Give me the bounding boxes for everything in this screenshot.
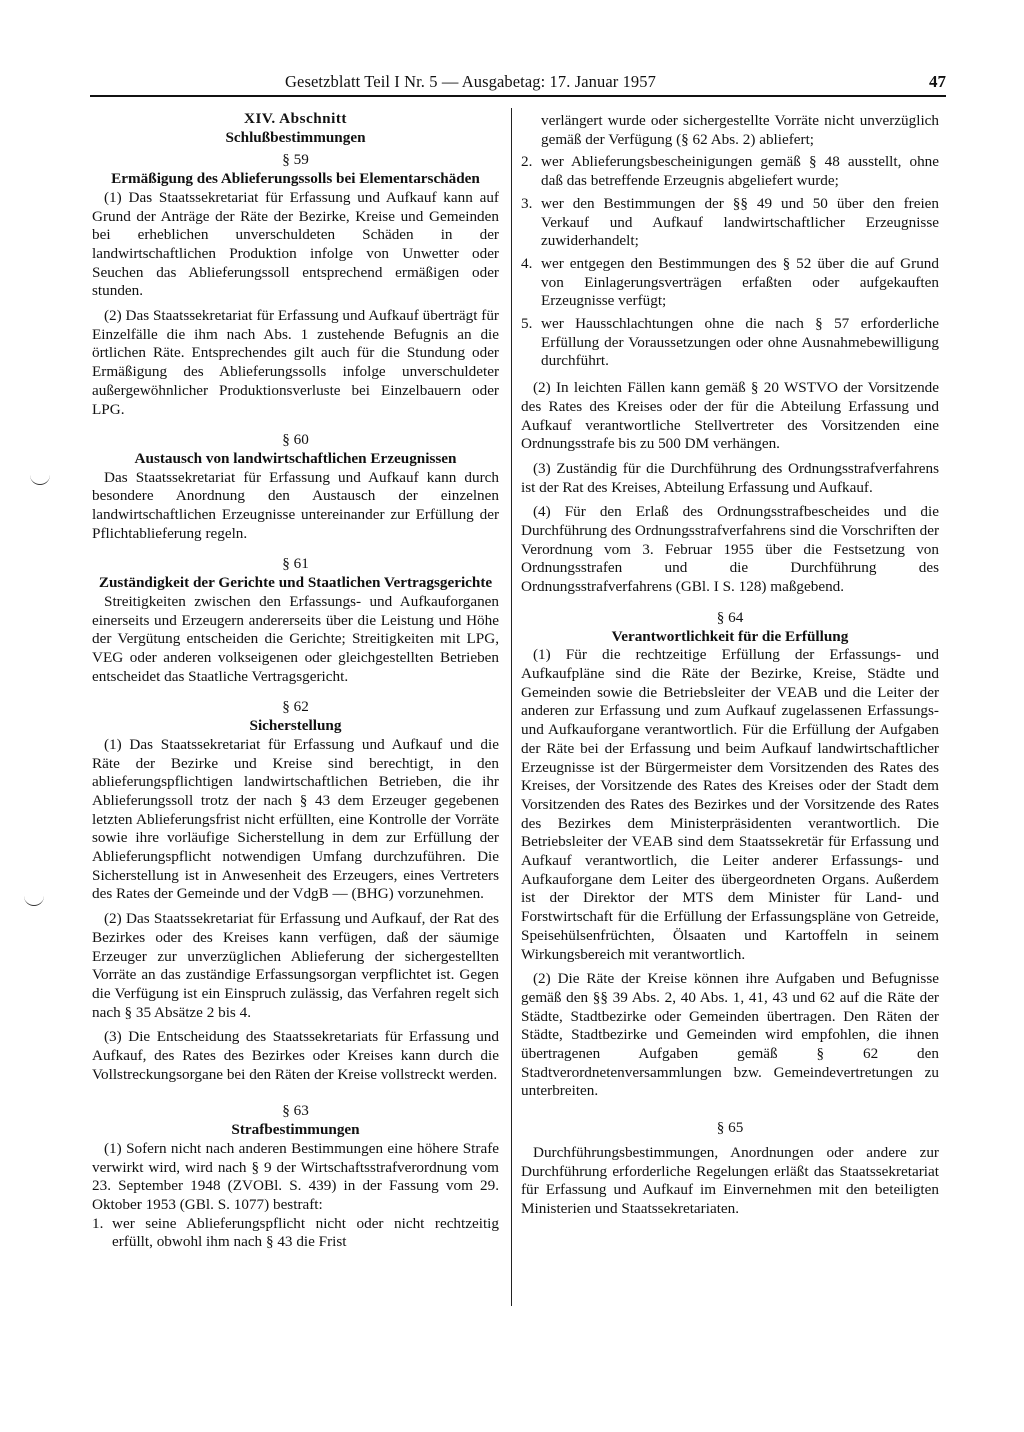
s64-paragraph-2: (2) Die Räte der Kreise können ihre Aufgaben und Befugnisse gemäß den §§ 39 Abs. 2, 40 Abs. 1, 41, 43 und 62 auf die Räte der Städte, Stadtbezirke oder Gemeinden übertragen. Den Räten der Städte, Stadtbezirke und Gemeinden wird empfohlen, die ihnen übertragenen Aufgaben gemäß § 62 den Stadtverordnetenversammlungen bzw. Gemeindevertretungen zu unterbreiten. xyxy=(521,970,939,1100)
s63-paragraph-4: (4) Für den Erlaß des Ordnungsstrafbescheides und die Durchführung des Ordnungsstrafverfahrens sind die Vorschriften der Verordnung vom 3. Februar 1955 über die Festsetzung von Ordnungsstrafen und die Durchführung des Ordnungsstrafverfahrens (GBl. I S. 128) maßgebend. xyxy=(521,503,939,596)
s60-paragraph-1: Das Staatssekretariat für Erfassung und Aufkauf kann durch besondere Anordnung den Austausch der einzelnen landwirtschaftlichen Erzeugnisse untereinander zur Erfüllung der Pflichtablieferung regeln. xyxy=(92,468,499,542)
list-item-text: wer Ablieferungsbescheinigungen gemäß § 48 ausstellt, ohne daß das betreffende Erzeugnis abgeliefert wurde; xyxy=(541,153,939,190)
section-title-61: Zuständigkeit der Gerichte und Staatlichen Vertragsgerichte xyxy=(98,574,493,592)
s61-paragraph-1: Streitigkeiten zwischen den Erfassungs- und Aufkauforganen einerseits und Erzeugern andererseits über die Leistung und Höhe der Vergütung entscheiden die Gerichte; Streitigkeiten mit LPG, VEG oder anderen volkseigenen oder gleichgestellten Betrieben entscheidet das Staatliche Vertragsgericht. xyxy=(92,592,499,685)
chapter-title: Schlußbestimmungen xyxy=(225,128,366,146)
offense-list-start xyxy=(92,1215,499,1252)
s65-paragraph-1: Durchführungsbestimmungen, Anordnungen oder andere zur Durchführung erforderliche Regelungen erläßt das Staatssekretariat für Erfassung und Aufkauf im Einvernehmen mit den beteiligten Ministerien und Staatssekretariaten. xyxy=(521,1143,939,1217)
list-item xyxy=(521,153,939,190)
chapter-heading: XIV. Abschnitt xyxy=(244,110,347,127)
s62-paragraph-1: (1) Das Staatssekretariat für Erfassung und Aufkauf und die Räte der Bezirke und Kreise sind berechtigt, in den ablieferungspflichtigen landwirtschaftlichen Betrieben, die ihr Ablieferungssoll trotz der nach § 43 dem Erzeuger gegebenen letzten Ablieferungsfrist nicht erfüllten, eine Kontrolle der Vorräte sowie ihre vorläufige Sicherstellung in dem zur Erfüllung der Ablieferungspflicht notwendigen Umfang durchzuführen. Die Sicherstellung ist in Anwesenheit des Erzeugers, eines Vertreters des Rates der Gemeinde und der VdgB — (BHG) vorzunehmen. xyxy=(92,735,499,903)
s62-paragraph-3: (3) Die Entscheidung des Staatssekretariats für Erfassung und Aufkauf, des Rates des Bezirkes oder Kreises kann durch die Vollstreckungsorgane bei den Räten der Kreise vollstreckt werden. xyxy=(92,1028,499,1083)
s63-paragraph-2: (2) In leichten Fällen kann gemäß § 20 WSTVO der Vorsitzende des Rates des Kreises oder der für die Abteilung Erfassung und Aufkauf verantwortliche Stellvertreter des Vorsitzenden eine Ordnungsstrafe bis zu 500 DM verhängen. xyxy=(521,379,939,453)
section-title-62: Sicherstellung xyxy=(249,717,342,735)
left-column xyxy=(92,110,499,1252)
offense-list-continued xyxy=(521,112,939,371)
s64-paragraph-1: (1) Für die rechtzeitige Erfüllung der Erfassungs- und Aufkaufpläne sind die Räte der Bezirke, Kreise, Städte und Gemeinden sowie die Betriebsleiter der VEAB und die Leiter der anderen zur Erfassung und zum Aufkauf zugelassenen Erfassungs- und Aufkauforgane verantwortlich. Für die Erfüllung der Aufgaben der Räte bei der Erfassung und beim Aufkauf landwirtschaftlicher Erzeugnisse ist der Bürgermeister dem Vorsitzenden des Rates des Kreises, der Vorsitzende des Rates des Kreises oder der Stadt dem Vorsitzenden des Rates des Bezirkes und der Vorsitzende des Rates des Bezirkes dem Ministerpräsidenten verantwortlich. Die Betriebsleiter der VEAB sind dem Staatssekretär für Erfassung und Aufkauf verantwortlich, die Leiter anderer Erfassungs- und Aufkauforgane dem Leiter des übergeordneten Organs. Außerdem ist der Direktor der MTS dem Minister für Land- und Forstwirtschaft für die Erfüllung der Erfassungspläne von Getreide, Speisehülsenfrüchten, Ölsaaten und Kartoffeln in seinem Wirkungsbereich mit verantwortlich. xyxy=(521,646,939,963)
list-item-number: 3. xyxy=(521,194,533,212)
s63-paragraph-1: (1) Sofern nicht nach anderen Bestimmungen eine höhere Strafe verwirkt wird, wird nach § 9 der Wirtschaftsstrafverordnung vom 23. September 1948 (ZVOBl. S. 439) in der Fassung vom 29. Oktober 1953 (GBl. S. 1077) bestraft: xyxy=(92,1139,499,1213)
section-number-65: § 65 xyxy=(716,1119,744,1137)
header-rule xyxy=(90,95,946,97)
section-number-63: § 63 xyxy=(282,1102,309,1120)
section-number-61: § 61 xyxy=(282,555,309,573)
margin-mark xyxy=(30,474,50,485)
page-number: 47 xyxy=(929,72,946,91)
list-item-text: wer den Bestimmungen der §§ 49 und 50 über den freien Verkauf und Aufkauf landwirtschaftlicher Erzeugnisse zuwiderhandelt; xyxy=(541,194,939,250)
list-item xyxy=(521,195,939,251)
section-title-60: Austausch von landwirtschaftlichen Erzeugnissen xyxy=(134,449,457,467)
list-item xyxy=(92,1215,499,1252)
margin-mark xyxy=(24,895,44,906)
column-divider xyxy=(511,108,512,1306)
right-column xyxy=(521,112,939,1219)
list-item-number: 5. xyxy=(521,315,533,333)
section-number-59: § 59 xyxy=(282,151,309,169)
list-item-text: wer Hausschlachtungen ohne die nach § 57 erforderliche Erfüllung der Voraussetzungen oder ohne Ausnahmebewilligung durchführt. xyxy=(541,315,939,370)
s59-paragraph-2: (2) Das Staatssekretariat für Erfassung und Aufkauf überträgt für Einzelfälle die ihm nach Abs. 1 zustehende Befugnis an die örtlichen Räte. Entsprechendes gilt auch für die Stundung oder Ermäßigung des Ablieferungssolls infolge unverschuldeter außergewöhnlicher Produktionsverluste bei Einzelbauern oder LPG. xyxy=(92,307,499,418)
section-title-64: Verantwortlichkeit für die Erfüllung xyxy=(611,627,849,645)
list-item-number: 1. xyxy=(92,1214,104,1232)
section-number-64: § 64 xyxy=(716,608,744,626)
list-item-text: wer entgegen den Bestimmungen des § 52 über die auf Grund von Einlagerungsverträgen erfaßten oder aufgekauften Erzeugnisse verfügt; xyxy=(541,254,939,310)
list-item-text: verlängert wurde oder sichergestellte Vorräte nicht unverzüglich gemäß der Verfügung (§ 62 Abs. 2) abliefert; xyxy=(541,112,939,148)
s59-paragraph-1: (1) Das Staatssekretariat für Erfassung und Aufkauf kann auf Grund der Anträge der Räte der Bezirke, Kreise und Gemeinden bei erheblichen unverschuldeten Schäden in der landwirtschaftlichen Produktion infolge von Unwetter oder Seuchen das Ablieferungssoll entsprechend ermäßigen oder stunden. xyxy=(92,188,499,300)
section-title-59: Ermäßigung des Ablieferungssolls bei Elementarschäden xyxy=(111,170,480,188)
s63-paragraph-3: (3) Zuständig für die Durchführung des Ordnungsstrafverfahrens ist der Rat des Kreises, Abteilung Erfassung und Aufkauf. xyxy=(521,459,939,496)
list-item xyxy=(521,112,939,149)
s62-paragraph-2: (2) Das Staatssekretariat für Erfassung und Aufkauf, der Rat des Bezirkes oder des Kreises kann verfügen, daß der säumige Erzeuger zur unverzüglichen Ablieferung der sichergestellten Vorräte an das zuständige Erfassungsorgan verpflichtet ist. Gegen die Verfügung ist ein Einspruch zulässig, das Verfahren regelt sich nach § 35 Absätze 2 bis 4. xyxy=(92,910,499,1021)
list-item xyxy=(521,255,939,311)
header-title: Gesetzblatt Teil I Nr. 5 — Ausgabetag: 17. Januar 1957 xyxy=(285,72,656,91)
list-item xyxy=(521,315,939,371)
list-item-number: 4. xyxy=(521,254,533,272)
list-item-text: wer seine Ablieferungspflicht nicht oder nicht rechtzeitig erfüllt, obwohl ihm nach § 43 die Frist xyxy=(112,1214,499,1251)
section-number-62: § 62 xyxy=(282,698,309,716)
section-title-63: Strafbestimmungen xyxy=(231,1121,360,1139)
section-number-60: § 60 xyxy=(282,431,309,449)
list-item-number: 2. xyxy=(521,153,533,171)
